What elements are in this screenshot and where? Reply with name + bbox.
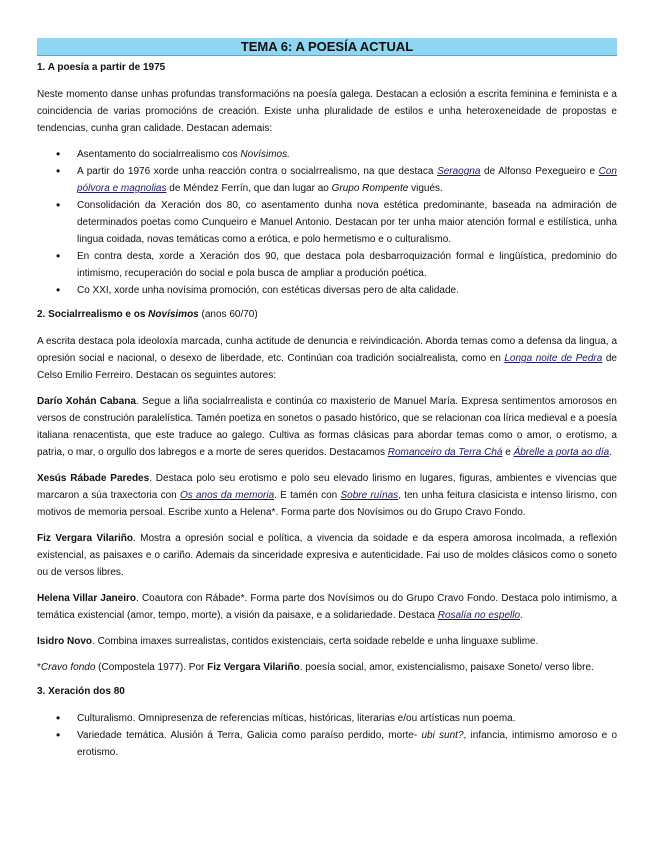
author-dario: Darío Xohán Cabana. Segue a liña socialrrealista e continúa co maxisterio de Manuel María. Expresa sentimentos amorosos en versos de construción paralelística. Tamén poetiza en sonetos o pasado histórico, que se relacionan coa lírica medieval e a poesía italiana renacentista, que este traduce ao galego. Cultiva as formas clásicas para abordar temas como o amor, o erotismo, a patria, o mar, o orgullo dos labregos e a morte de seres queridos. Destacamos Romanceiro da Terra Chá e Ábrelle a porta ao día.: [37, 396, 617, 458]
author-xesus: Xesús Rábade Paredes. Destaca polo seu erotismo e polo seu elevado lirismo en lugares, figuras, ambientes e vivencias que marcaron a súa traxectoria con Os anos da memoria. E tamén con Sobre ruínas, ten unha feitura clasicista e intenso lirismo, con motivos de memoria persoal. Escribe xunto a Helena*. Forma parte dos Novísimos ou do Grupo Cravo Fondo.: [37, 473, 617, 518]
section-3-list: [37, 710, 617, 761]
work-title: Romanceiro da Terra Chá: [387, 447, 503, 458]
list-item: • Asentamento do socialrrealismo cos Novísimos.: [77, 146, 617, 163]
work-title: Seraogna: [437, 166, 481, 177]
list-item: • En contra desta, xorde a Xeración dos 90, que destaca pola desbarroquización formal e lingüística, predominio do intimismo, recuperación do social e pola busca de ampliar a produción poética.: [77, 248, 617, 282]
work-title: Rosalía no espello: [437, 610, 521, 621]
list-item: • Co XXI, xorde unha novísima promoción, con estéticas diversas pero de alta calidade.: [77, 282, 617, 299]
author-name: Isidro Novo: [37, 636, 93, 647]
list-item: • Consolidación da Xeración dos 80, co asentamento dunha nova estética predominante, baseada na admiración de determinados poetas como Cunqueiro e Manuel Antonio. Destacan por ter unha maior atención formal e estilística, unha lingua coidada, novas temáticas como a erótica, e polo hermetismo e o culturalismo.: [77, 197, 617, 248]
work-title: Os anos da memoria: [179, 490, 275, 501]
footnote: *Cravo fondo (Compostela 1977). Por Fiz Vergara Vilariño. poesía social, amor, existencialismo, paisaxe Soneto/ verso libre.: [37, 662, 594, 673]
work-title: Longa noite de Pedra: [504, 353, 603, 364]
work-title: Ábrelle a porta ao día: [513, 447, 610, 458]
author-name: Fiz Vergara Vilariño: [37, 533, 133, 544]
section-1-intro: Neste momento danse unhas profundas transformacións na poesía galega. Destacan a eclosión a escrita feminina e feminista e a coincidencia de varias promocións de creación. Existe unha pluralidade de estilos e unha heteroxeneidade de propostas e tendencias, cunha gran calidade. Destacan ademais:: [37, 89, 617, 134]
section-2-heading: 2. Socialrrealismo e os Novísimos (anos 60/70): [37, 309, 258, 320]
author-name: Darío Xohán Cabana: [37, 396, 136, 407]
work-title: Sobre ruínas: [340, 490, 399, 501]
author-helena: Helena Villar Janeiro. Coautora con Rábade*. Forma parte dos Novísimos ou do Grupo Cravo Fondo. Destaca polo intimismo, a temática existencial (amor, tempo, morte), a visión da paisaxe, e a solidariedade. Destaca Rosalía no espello.: [37, 593, 617, 621]
section-1-heading: 1. A poesía a partir de 1975: [37, 62, 166, 73]
list-item: • Variedade temática. Alusión á Terra, Galicia como paraíso perdido, morte- ubi sunt?, infancia, intimismo amoroso e o erotismo.: [77, 727, 617, 761]
author-name: Xesús Rábade Paredes: [37, 473, 150, 484]
list-item: • A partir do 1976 xorde unha reacción contra o socialrrealismo, na que destaca Seraogna de Alfonso Pexegueiro e Con pólvora e magnolias de Méndez Ferrín, que dan lugar ao Grupo Rompente vigués.: [77, 163, 617, 197]
page-title: TEMA 6: A POESÍA ACTUAL: [37, 38, 617, 56]
author-isidro: Isidro Novo. Combina imaxes surrealistas, contidos existenciais, certa soidade rebelde e unha linguaxe sublime.: [37, 636, 539, 647]
section-1-list: [37, 146, 617, 299]
section-2-intro: A escrita destaca pola ideoloxía marcada, cunha actitude de denuncia e reivindicación. Aborda temas como a defensa da lingua, a opresión social e nacional, o desexo de liberdade, etc. Continúan coa tradición socialrealista, como en Longa noite de Pedra de Celso Emilio Ferreiro. Destacan os seguintes autores:: [37, 336, 617, 381]
author-fiz: Fiz Vergara Vilariño. Mostra a opresión social e política, a vivencia da soidade e da espera amorosa incolmada, a reflexión existencial, as paisaxes e o cariño. Ademais da sinceridade expresiva e autenticidade. Fai uso de moldes clásicos como o soneto ou de versos libres.: [37, 533, 617, 578]
section-3-heading: 3. Xeración dos 80: [37, 686, 125, 697]
work-title: Con pólvora e magnolias: [77, 166, 617, 194]
author-name: Helena Villar Janeiro: [37, 593, 136, 604]
list-item: • Culturalismo. Omnipresenza de referencias míticas, históricas, literarias e/ou artísticas nun poema.: [77, 710, 617, 727]
